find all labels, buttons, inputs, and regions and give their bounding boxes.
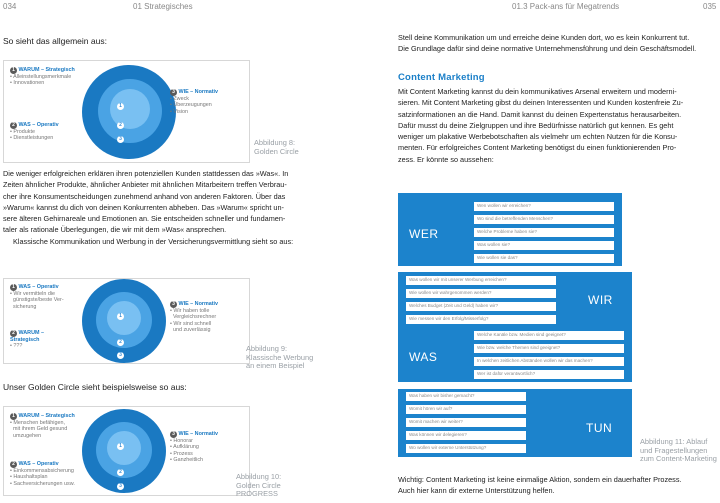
label-right-item: und zuverlässig (173, 327, 211, 334)
paragraph-important (398, 474, 720, 497)
label-right-item: Vergleichsrechner (173, 314, 217, 321)
flow-question: In welchen zeitlichen Abständen wollen wir das machen? (474, 357, 624, 366)
label-mid-item: ??? (13, 343, 23, 350)
text-line: weniger um plakative Werbebotschaften als vielmehr um echten Nutzen für die Konsu- (398, 132, 678, 142)
flow-question: Was wollen sie? (474, 241, 614, 250)
flow-question: Welche Probleme haben sie? (474, 228, 614, 237)
figure-caption-11: Abbildung 11: Ablauf und Fragestellungen zum Content-Marketing (640, 437, 717, 464)
label-right-item: Prozess (173, 450, 193, 457)
ring-inner (107, 431, 141, 465)
label-num-3: 3 (170, 301, 177, 308)
ring-number-3: 3 (117, 483, 124, 490)
flow-question: Was haben wir bisher gemacht? (406, 392, 526, 401)
label-right-title: WIE – Normativ (178, 431, 219, 437)
label-right: 3 WIE – Normativ • Honorar • Aufklärung • Prozess • Ganzheitlich (170, 431, 219, 464)
label-mid-item: Produkte (13, 129, 35, 135)
ring-number-1: 1 (117, 443, 124, 450)
ring-inner (110, 89, 150, 129)
flow-question: Welche Kanäle bzw. Medien sind geeignet? (474, 331, 624, 340)
label-mid-item: Dienstleistungen (13, 135, 54, 142)
paragraph-content-marketing (398, 86, 720, 165)
text-line: sere älteren Gehirnareale und Emotionen an. Sie entscheiden schneller und fundamen- (3, 214, 286, 224)
text-line: taler als rationale Überlegungen, die wir mit dem »Was« ansprechen. (3, 225, 227, 235)
text-line: sieren. Mit Content Marketing gibst du deinen Interessenten und Kunden kostenfreie Zu- (398, 98, 684, 108)
figure-caption-10: Abbildung 10: Golden Circle PROGRESS (236, 472, 282, 499)
flow-question: Was wollen wir mit unserer Werbung erreichen? (406, 276, 556, 285)
label-mid-title: WAS – Operativ (18, 461, 59, 467)
label-mid-title: WAS – Operativ (18, 122, 59, 128)
flow-question: Wo wollen wir externe Unterstützung? (406, 444, 526, 453)
text-line: Zeiten ähnlicher Produkte, ähnlicher Anbieter mit ähnlichen Mitarbeitern treffen Verbrau- (3, 180, 287, 190)
label-mid: 2 WAS – Operativ • Einkommensabsicherung • Haushaltsplan • Sachversicherungen usw. (10, 461, 75, 487)
label-right-item: Honorar (173, 438, 193, 444)
flow-label-wer: WER (409, 227, 439, 241)
flow-question: Womit hören wir auf? (406, 405, 526, 414)
flow-question: Wie wollen sie das? (474, 254, 614, 263)
text-line: »Warum« kannst du dich von deinen Konkurrenten abheben. Das »Warum« spricht un- (3, 202, 284, 212)
label-top-item: Alleinstellungsmerkmale (13, 74, 72, 80)
label-top: 1 WARUM – Strategisch • Menschen befähigen, mit ihrem Geld gesund umzugehen (10, 413, 75, 439)
section-heading: Content Marketing (398, 72, 485, 83)
paragraph-why (3, 168, 323, 247)
figure-caption-9: Abbildung 9: Klassische Werbung an einem Beispiel (246, 344, 314, 371)
label-top-title: WAS – Operativ (18, 284, 59, 290)
ring-number-2: 2 (117, 122, 124, 129)
text-line: satzinformationen an die Hand. Damit kannst du deinen Expertenstatus herausarbeiten. (398, 109, 682, 119)
text-line: zess. Er könnte so aussehen: (398, 154, 494, 164)
text-line: cher ihre Konsumentscheidungen zunehmend anhand von anderen Faktoren. Über das (3, 191, 286, 201)
intro-text: So sieht das allgemein aus: (3, 36, 107, 46)
text-line: Klassische Kommunikation und Werbung in der Versicherungsvermittlung sieht so aus: (13, 236, 294, 246)
label-num-2: 2 (10, 122, 17, 129)
flow-question: Wen wollen wir erreichen? (474, 202, 614, 211)
label-num-2: 2 (10, 461, 17, 468)
chapter-left: 01 Strategisches (133, 2, 193, 11)
golden-circle-1 (3, 60, 299, 163)
label-right: 3 WIE – Normativ • Zweck • Überzeugungen • Vision (170, 89, 219, 115)
label-top-item: Menschen befähigen, (13, 420, 65, 426)
flow-question: Wer ist dafür verantwortlich? (474, 370, 624, 379)
text-line: Stell deine Kommunikation um und erreiche deine Kunden dort, wo es kein Konkurrent tut. (398, 33, 690, 42)
text-line: menten. Für erfolgreiches Content Marketing benötigst du einen funktionierenden Pro- (398, 143, 677, 153)
label-top-item: Innovationen (13, 80, 45, 87)
paragraph-our-circle: Unser Golden Circle sieht beispielsweise so aus: (3, 382, 187, 392)
label-num-2: 2 (10, 330, 17, 337)
figure-caption-8: Abbildung 8: Golden Circle (254, 138, 299, 156)
label-right-item: Überzeugungen (173, 102, 212, 109)
label-right-item: Aufklärung (173, 444, 199, 451)
label-mid-item: Einkommensabsicherung (13, 468, 74, 474)
label-mid-item: Haushaltsplan (13, 474, 48, 481)
ring-number-3: 3 (117, 136, 124, 143)
label-right-title: WIE – Normativ (178, 89, 219, 95)
label-mid-title: WARUM – (18, 330, 44, 336)
text-line: Auch hier kann dir externe Unterstützung helfen. (398, 486, 555, 496)
flow-question: Wo sind die betreffenden Menschen? (474, 215, 614, 224)
label-top-item: mit ihrem Geld gesund (13, 426, 68, 433)
label-mid: 2 WARUM – Strategisch • ??? (10, 330, 44, 350)
label-mid: 2 WAS – Operativ • Produkte • Dienstleistungen (10, 122, 59, 142)
label-mid-item: Sachversicherungen usw. (13, 480, 75, 487)
flow-label-tun: TUN (586, 421, 613, 435)
text-line: Mit Content Marketing kannst du dein kommunikatives Arsenal erweitern und moderni- (398, 87, 677, 96)
text-line: Die weniger erfolgreichen erklären ihren potenziellen Kunden stattdessen das »Was«. In (3, 169, 289, 178)
label-top-item: Wir vermitteln die (13, 291, 56, 297)
label-top-item: umzugehen (13, 432, 42, 439)
label-right: 3 WIE – Normativ • Wir haben tolle Vergleichsrechner • Wir sind schnell und zuverlässig (170, 301, 219, 334)
label-num-3: 3 (170, 89, 177, 96)
flow-label-was: WAS (409, 350, 438, 364)
label-top-title: WARUM – Strategisch (18, 67, 75, 73)
ring-inner (107, 301, 141, 335)
ring-number-3: 3 (117, 352, 124, 359)
label-top: 1 WAS – Operativ • Wir vermitteln die günstigste/beste Ver- sicherung (10, 284, 64, 310)
label-num-1: 1 (10, 67, 17, 74)
flow-question: Welches Budget (Zeit und Geld) haben wir? (406, 302, 556, 311)
flow-label-wir: WIR (588, 293, 613, 307)
paragraph-intro-right (398, 32, 720, 55)
content-marketing-flow (398, 193, 632, 457)
text-line: Dafür musst du deine Zielgruppen und ihre Bedürfnisse natürlich gut kennen. Es geht (398, 120, 674, 130)
flow-question: Womit machen wir weiter? (406, 418, 526, 427)
golden-circle-3 (3, 406, 282, 499)
label-top: 1 WARUM – Strategisch • Alleinstellungsmerkmale • Innovationen (10, 67, 75, 87)
flow-question: Wie bzw. welche Themen sind geeignet? (474, 344, 624, 353)
label-mid-title: Strategisch (10, 337, 40, 343)
text-line: Wichtig: Content Marketing ist keine einmalige Aktion, sondern ein dauerhafter Prozess. (398, 475, 682, 484)
label-right-item: Vision (173, 108, 188, 115)
flow-question: Wie wollen wir wahrgenommen werden? (406, 289, 556, 298)
golden-circle-2 (3, 278, 314, 371)
label-top-item: sicherung (13, 303, 37, 310)
label-top-title: WARUM – Strategisch (18, 413, 75, 419)
flow-question: Was können wir delegieren? (406, 431, 526, 440)
ring-number-1: 1 (117, 313, 124, 320)
label-num-1: 1 (10, 284, 17, 291)
label-right-item: Wir haben tolle (173, 308, 210, 314)
label-right-item: Ganzheitlich (173, 457, 204, 464)
chapter-right: 01.3 Pack-ans für Megatrends (512, 2, 620, 11)
label-right-item: Zweck (173, 96, 189, 102)
page-number-right: 035 (703, 2, 717, 11)
ring-number-2: 2 (117, 469, 124, 476)
ring-number-2: 2 (117, 339, 124, 346)
label-num-3: 3 (170, 431, 177, 438)
text-line: Die Grundlage dafür sind deine normative Unternehmensführung und dein Geschäftsmodell. (398, 44, 697, 54)
ring-number-1: 1 (117, 103, 124, 110)
label-num-1: 1 (10, 413, 17, 420)
label-top-item: günstigste/beste Ver- (13, 297, 64, 304)
flow-question: Wie messen wir den Erfolg/Misserfolg? (406, 315, 556, 324)
label-right-title: WIE – Normativ (178, 301, 219, 307)
label-right-item: Wir sind schnell (173, 320, 212, 327)
page-number-left: 034 (3, 2, 17, 11)
